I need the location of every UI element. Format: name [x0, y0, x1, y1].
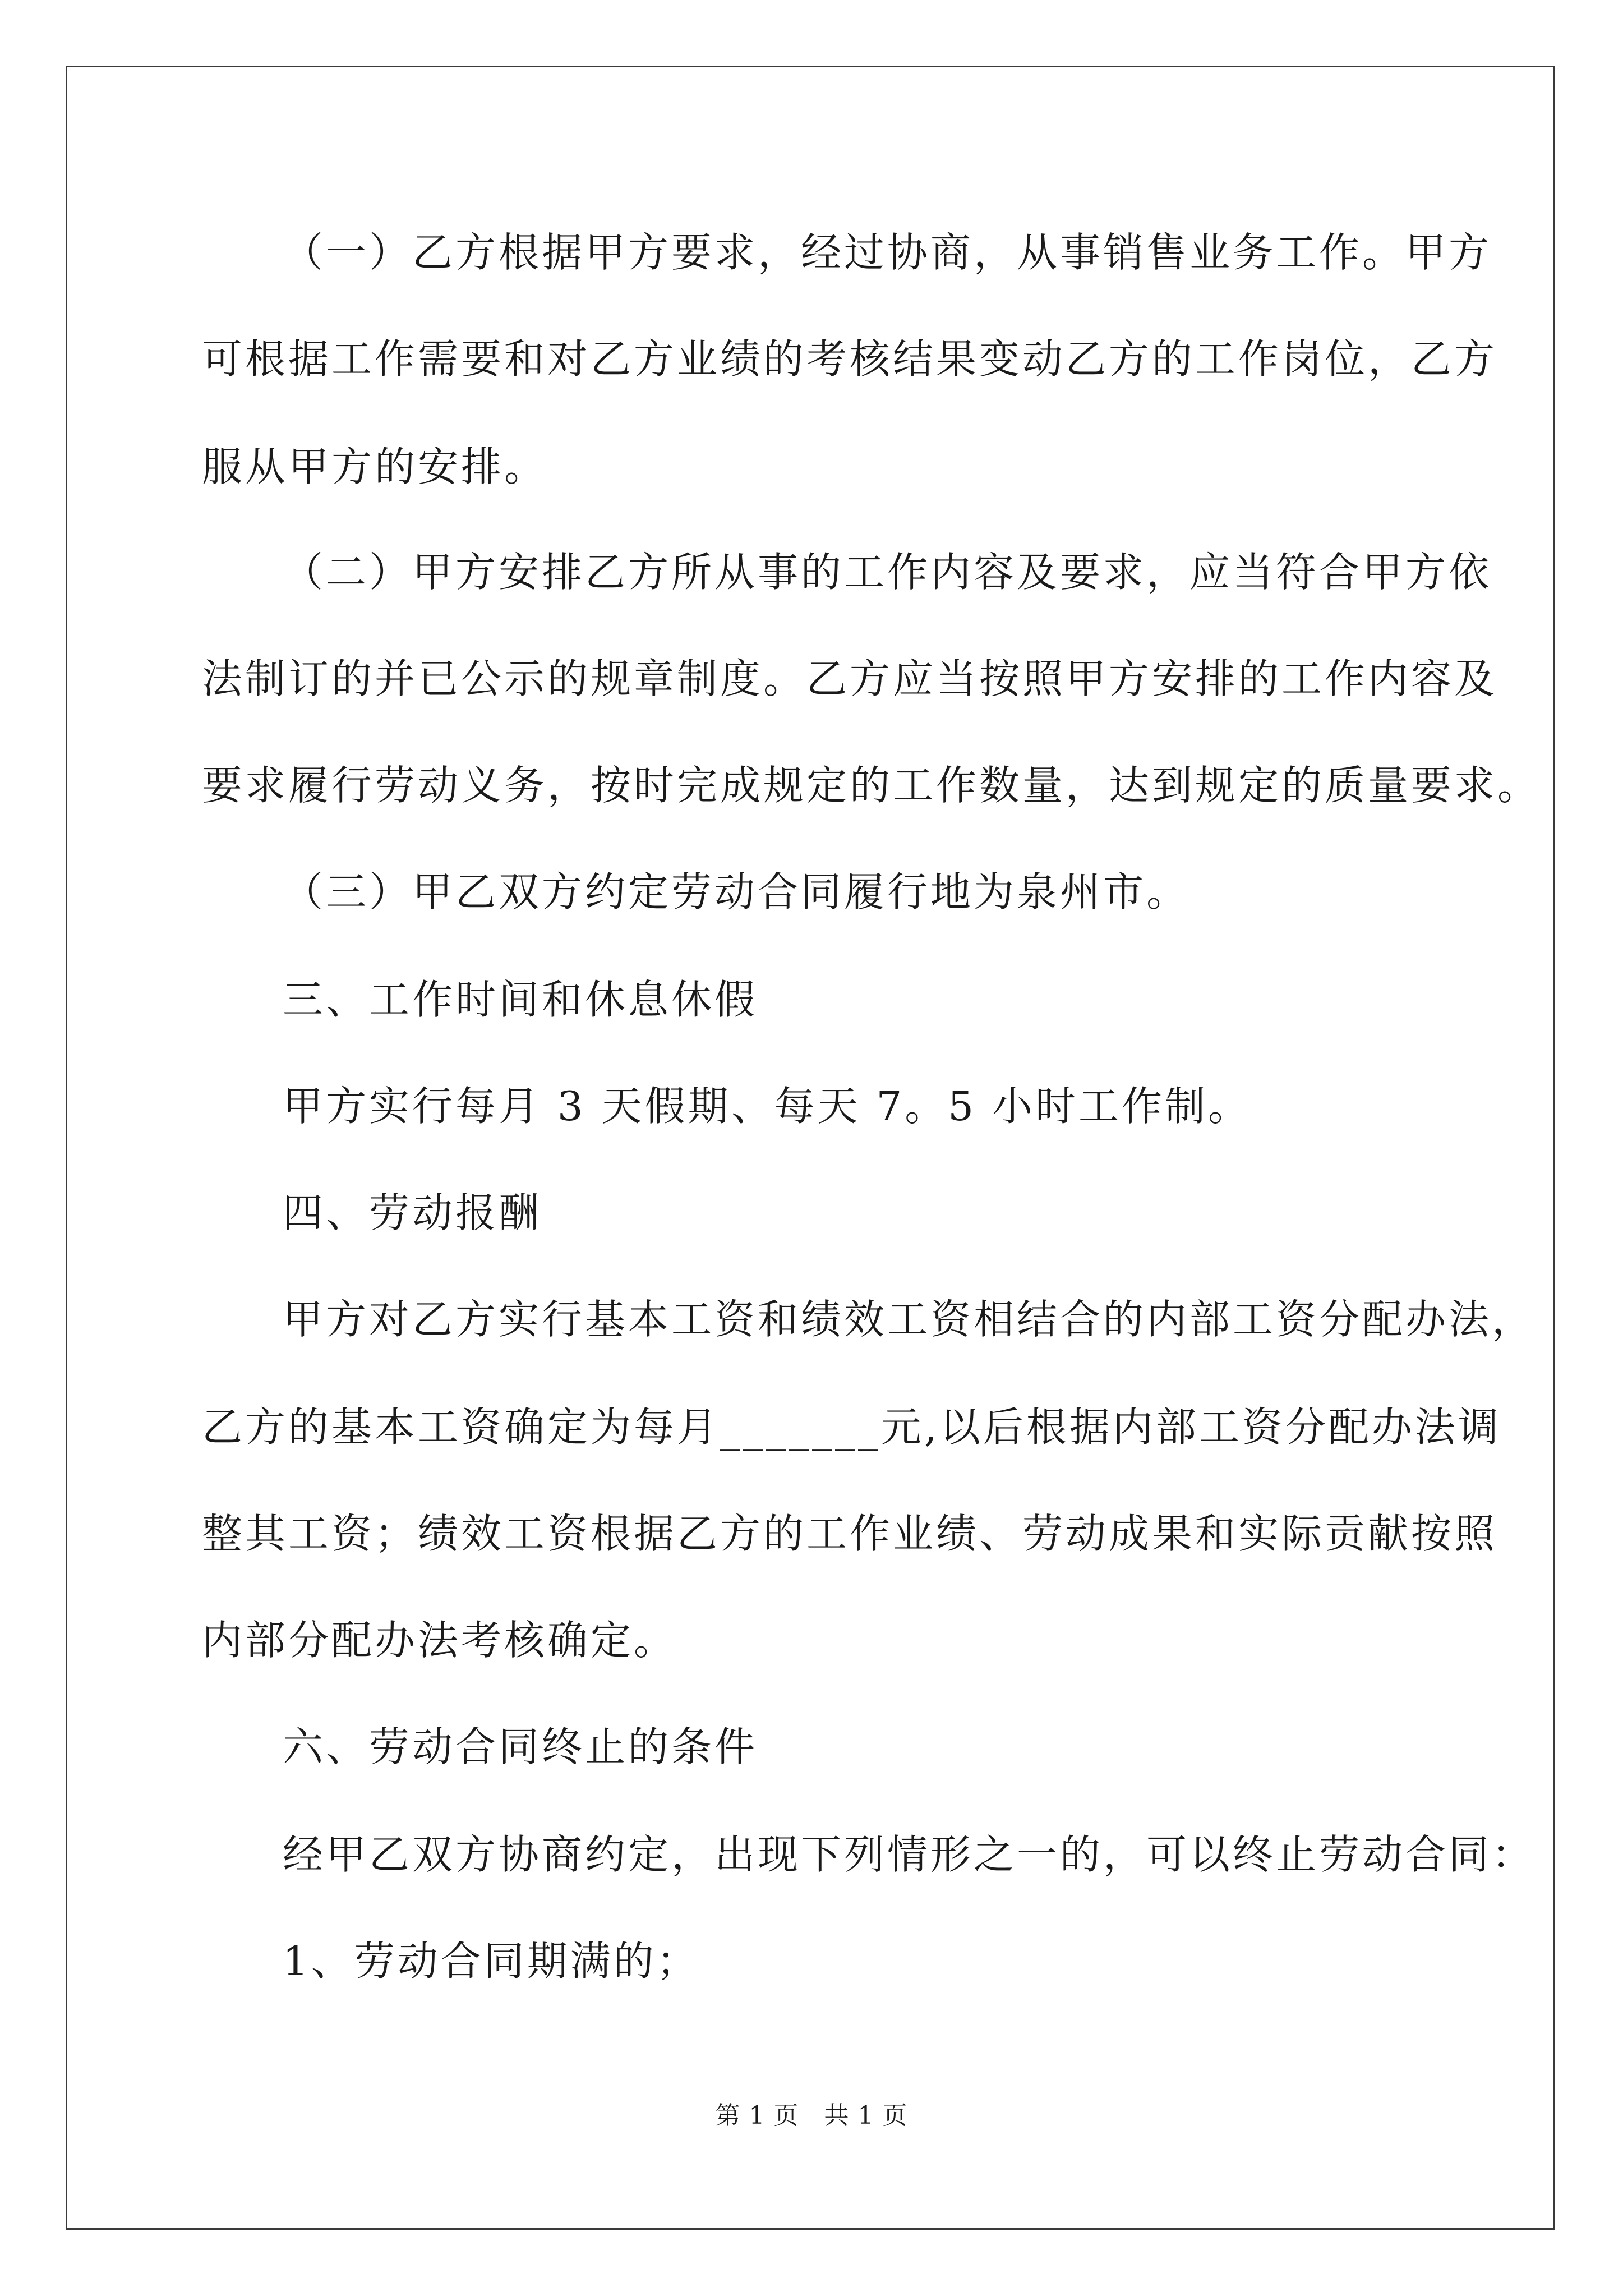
paragraph-line: 法制订的并已公示的规章制度。乙方应当按照甲方安排的工作内容及	[202, 655, 1498, 702]
section-heading: 四、劳动报酬	[283, 1189, 542, 1236]
section-heading: 三、工作时间和休息休假	[283, 976, 758, 1023]
paragraph-line: （一）乙方根据甲方要求，经过协商，从事销售业务工作。甲方	[283, 229, 1492, 276]
paragraph-line: 甲方对乙方实行基本工资和绩效工资相结合的内部工资分配办法，	[283, 1296, 1536, 1343]
section-heading: 六、劳动合同终止的条件	[283, 1723, 758, 1770]
paragraph-line: 经甲乙双方协商约定，出现下列情形之一的，可以终止劳动合同：	[283, 1831, 1536, 1878]
paragraph-line: 服从甲方的安排。	[202, 443, 548, 490]
list-item: 1、劳动合同期满的；	[283, 1938, 700, 1985]
paragraph-line: 乙方的基本工资确定为每月_______元,以后根据内部工资分配办法调	[202, 1404, 1501, 1451]
paragraph-line: 可根据工作需要和对乙方业绩的考核结果变动乙方的工作岗位，乙方	[202, 335, 1498, 383]
paragraph-line: 要求履行劳动义务，按时完成规定的工作数量，达到规定的质量要求。	[202, 762, 1541, 809]
paragraph-line: （三）甲乙双方约定劳动合同履行地为泉州市。	[283, 868, 1190, 915]
paragraph-line: 内部分配办法考核确定。	[202, 1617, 677, 1664]
paragraph-line: 甲方实行每月 3 天假期、每天 7。5 小时工作制。	[283, 1083, 1251, 1130]
page-border	[66, 66, 1555, 2230]
paragraph-line: （二）甲方安排乙方所从事的工作内容及要求，应当符合甲方依	[283, 549, 1492, 596]
paragraph-line: 整其工资；绩效工资根据乙方的工作业绩、劳动成果和实际贡献按照	[202, 1510, 1498, 1557]
page-number: 第 1 页 共 1 页	[715, 2101, 908, 2130]
